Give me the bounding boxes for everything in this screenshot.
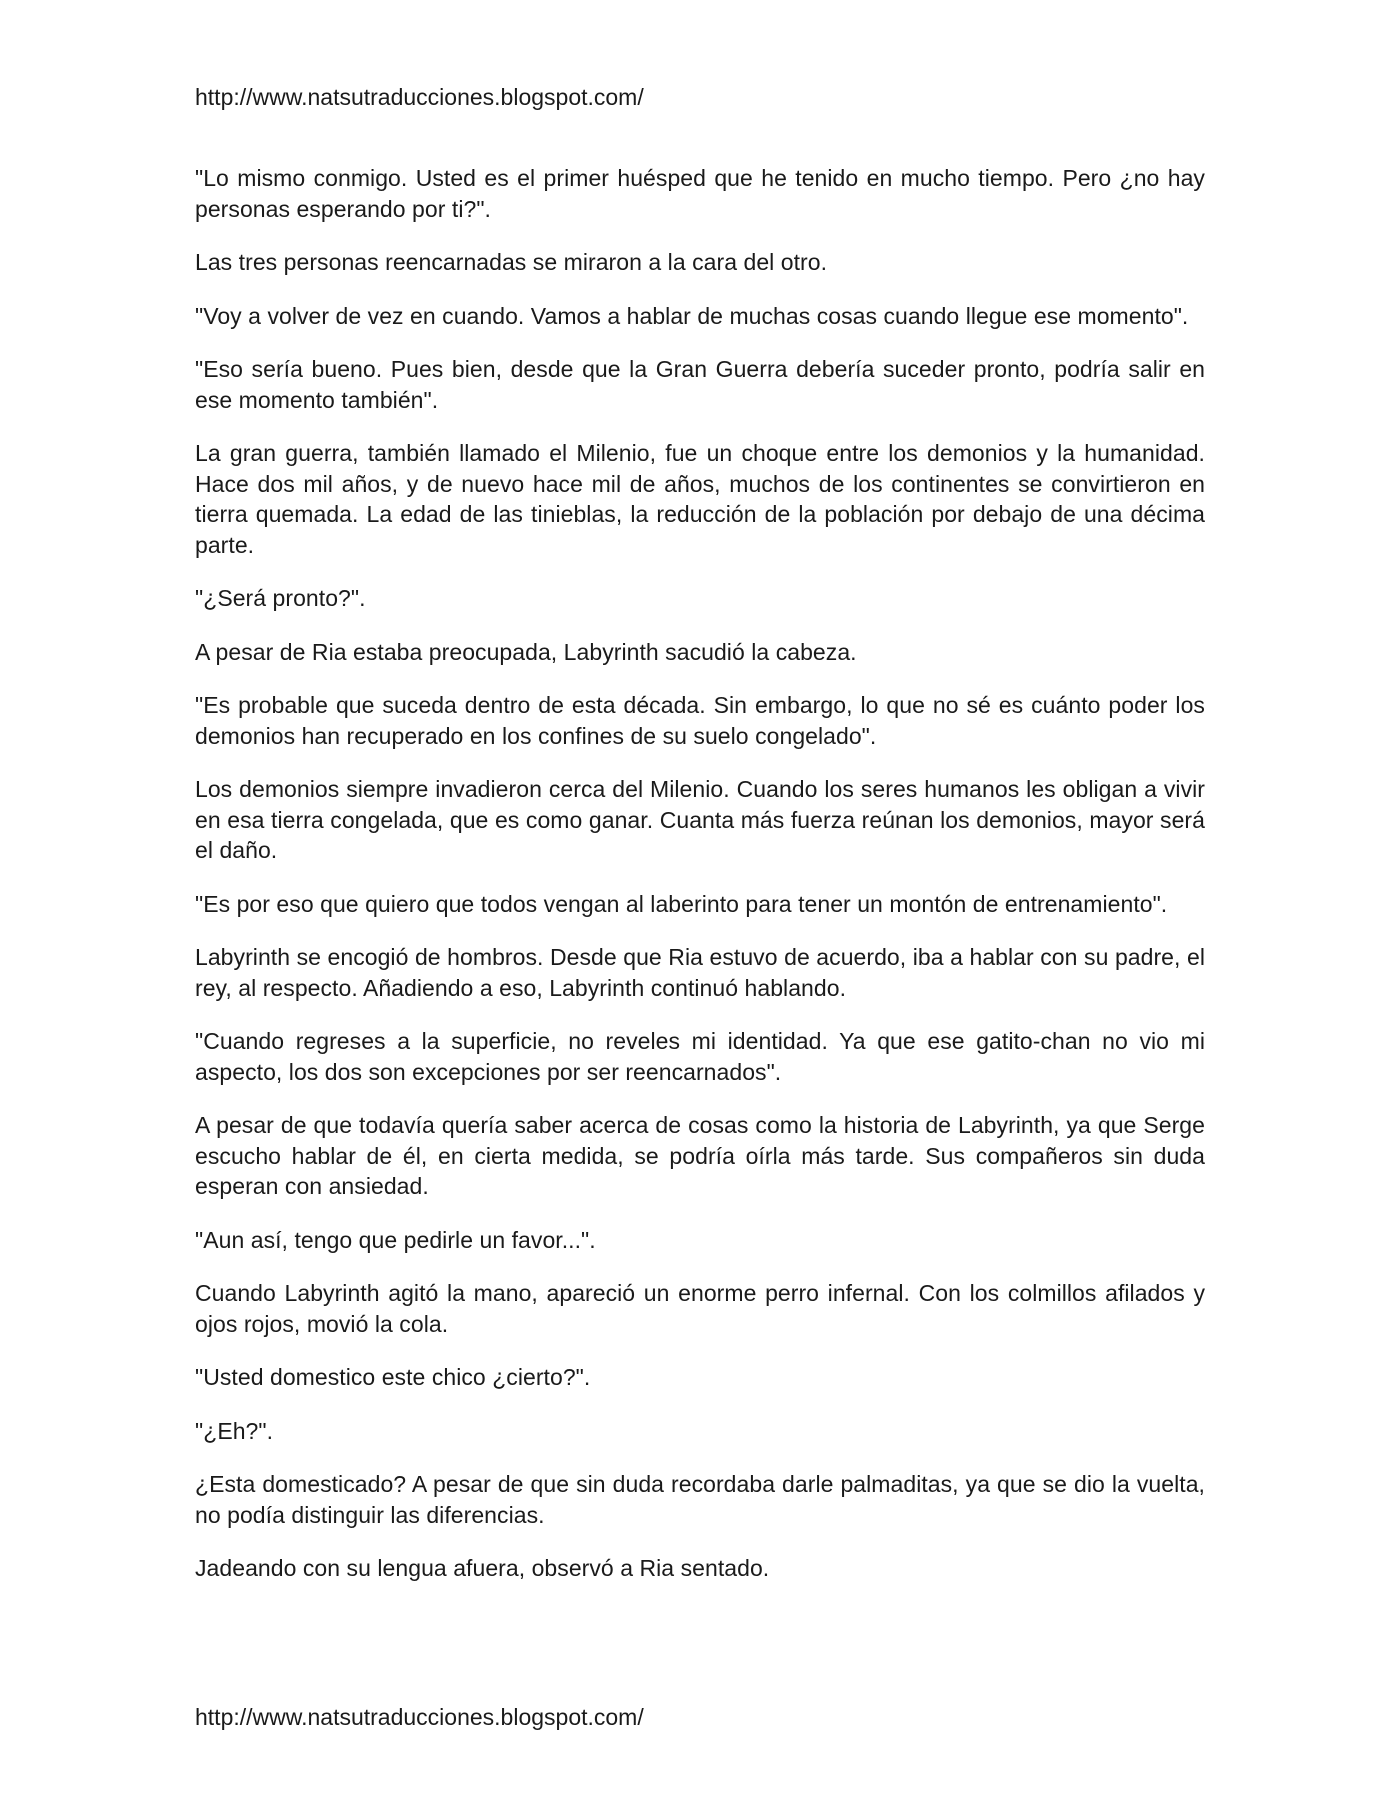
- paragraph-10: "Es por eso que quiero que todos vengan al laberinto para tener un montón de entrenamiento".: [195, 890, 1168, 917]
- document-body: [195, 163, 1205, 1607]
- paragraph-17: "¿Eh?".: [195, 1417, 274, 1444]
- header-url: http://www.natsutraducciones.blogspot.com/: [195, 84, 644, 110]
- paragraph-8: "Es probable que suceda dentro de esta década. Sin embargo, lo que no sé es cuánto poder los demonios han recuperado en los confines de su suelo congelado".: [195, 692, 1205, 749]
- paragraph-15: Cuando Labyrinth agitó la mano, apareció un enorme perro infernal. Con los colmillos afilados y ojos rojos, movió la cola.: [195, 1280, 1205, 1337]
- paragraph-6: "¿Será pronto?".: [195, 585, 366, 611]
- paragraph-12: "Cuando regreses a la superficie, no reveles mi identidad. Ya que ese gatito-chan no vio mi aspecto, los dos son excepciones por ser reencarnados".: [195, 1028, 1205, 1085]
- paragraph-3: "Voy a volver de vez en cuando. Vamos a hablar de muchas cosas cuando llegue ese momento".: [195, 302, 1189, 329]
- paragraph-13: A pesar de que todavía quería saber acerca de cosas como la historia de Labyrinth, ya que Serge escucho hablar de él, en cierta medida, se podría oírla más tarde. Sus compañeros sin duda esperan con ansiedad.: [195, 1112, 1205, 1199]
- paragraph-11: Labyrinth se encogió de hombros. Desde que Ria estuvo de acuerdo, iba a hablar con su padre, el rey, al respecto. Añadiendo a eso, Labyrinth continuó hablando.: [195, 944, 1205, 1001]
- paragraph-4: "Eso sería bueno. Pues bien, desde que la Gran Guerra debería suceder pronto, podría salir en ese momento también".: [195, 356, 1205, 413]
- paragraph-2: Las tres personas reencarnadas se miraron a la cara del otro.: [195, 249, 828, 275]
- paragraph-18: ¿Esta domesticado? A pesar de que sin duda recordaba darle palmaditas, ya que se dio la vuelta, no podía distinguir las diferencias.: [195, 1471, 1205, 1528]
- paragraph-1: "Lo mismo conmigo. Usted es el primer huésped que he tenido en mucho tiempo. Pero ¿no hay personas esperando por ti?".: [195, 165, 1205, 222]
- paragraph-16: "Usted domestico este chico ¿cierto?".: [195, 1364, 591, 1390]
- paragraph-19: Jadeando con su lengua afuera, observó a Ria sentado.: [195, 1555, 770, 1581]
- paragraph-14: "Aun así, tengo que pedirle un favor...".: [195, 1226, 596, 1253]
- paragraph-7: A pesar de Ria estaba preocupada, Labyrinth sacudió la cabeza.: [195, 638, 857, 665]
- footer-url: http://www.natsutraducciones.blogspot.com/: [195, 1704, 644, 1730]
- paragraph-9: Los demonios siempre invadieron cerca del Milenio. Cuando los seres humanos les obligan a vivir en esa tierra congelada, que es como ganar. Cuanta más fuerza reúnan los demonios, mayor será el daño.: [195, 776, 1205, 863]
- paragraph-5: La gran guerra, también llamado el Milenio, fue un choque entre los demonios y la humanidad. Hace dos mil años, y de nuevo hace mil de años, muchos de los continentes se convirtieron en tierra quemada. La edad de las tinieblas, la reducción de la población por debajo de una décima parte.: [195, 440, 1205, 558]
